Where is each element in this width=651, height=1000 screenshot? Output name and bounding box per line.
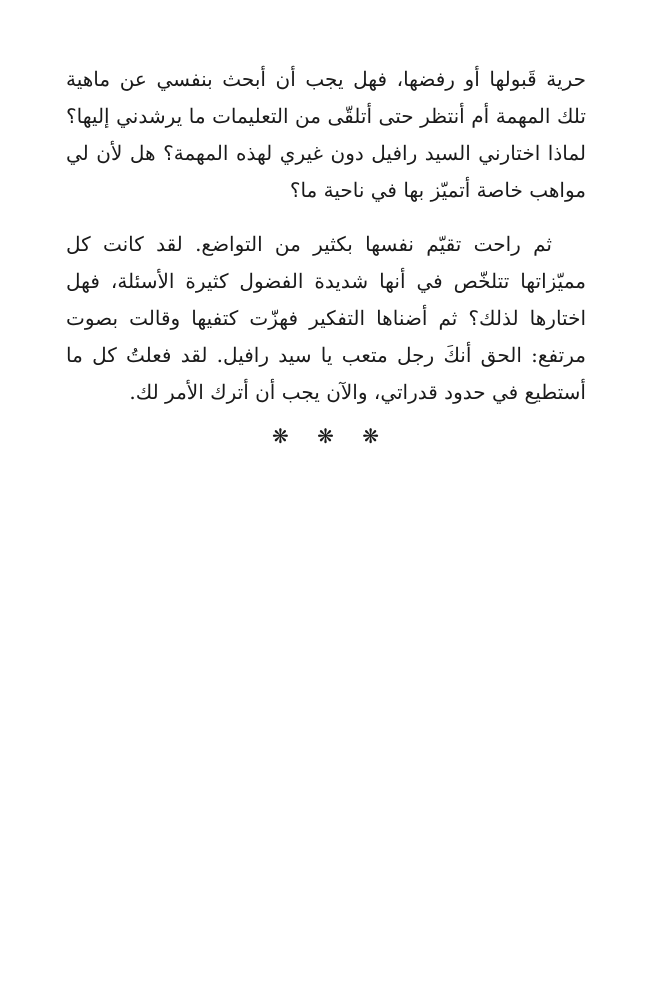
paragraph-line: تلك المهمة أم أنتظر حتى أتلقّى من التعليمات ما يرشدني إليها؟ [66, 104, 586, 128]
section-separator [0, 424, 651, 448]
asterism-star: ❋ [362, 424, 379, 448]
asterism-star: ❋ [271, 424, 289, 448]
asterism-star: ❋ [317, 424, 334, 448]
paragraph-line: مرتفع: الحق أنكَ رجل متعب يا سيد رافيل. لقد فعلتُ كل ما [66, 343, 586, 367]
paragraph-2 [66, 226, 586, 411]
paragraph-line: مواهب خاصة أتميّز بها في ناحية ما؟ [289, 178, 586, 202]
paragraph-line: لماذا اختارني السيد رافيل دون غيري لهذه المهمة؟ هل لأن لي [66, 141, 586, 165]
paragraph-line: اختارها لذلك؟ ثم أضناها التفكير فهزّت كتفيها وقالت بصوت [66, 306, 586, 330]
paragraph-line: مميّزاتها تتلخّص في أنها شديدة الفضول كثيرة الأسئلة، فهل [66, 269, 586, 293]
paragraph-line: أستطيع في حدود قدراتي، والآن يجب أن أترك الأمر لك. [129, 380, 586, 404]
paragraph-line: ثم راحت تقيّم نفسها بكثير من التواضع. لقد كانت كل [66, 232, 552, 256]
paragraph-line: حرية قَبولها أو رفضها، فهل يجب أن أبحث بنفسي عن ماهية [66, 67, 586, 91]
paragraph-1 [66, 61, 586, 209]
